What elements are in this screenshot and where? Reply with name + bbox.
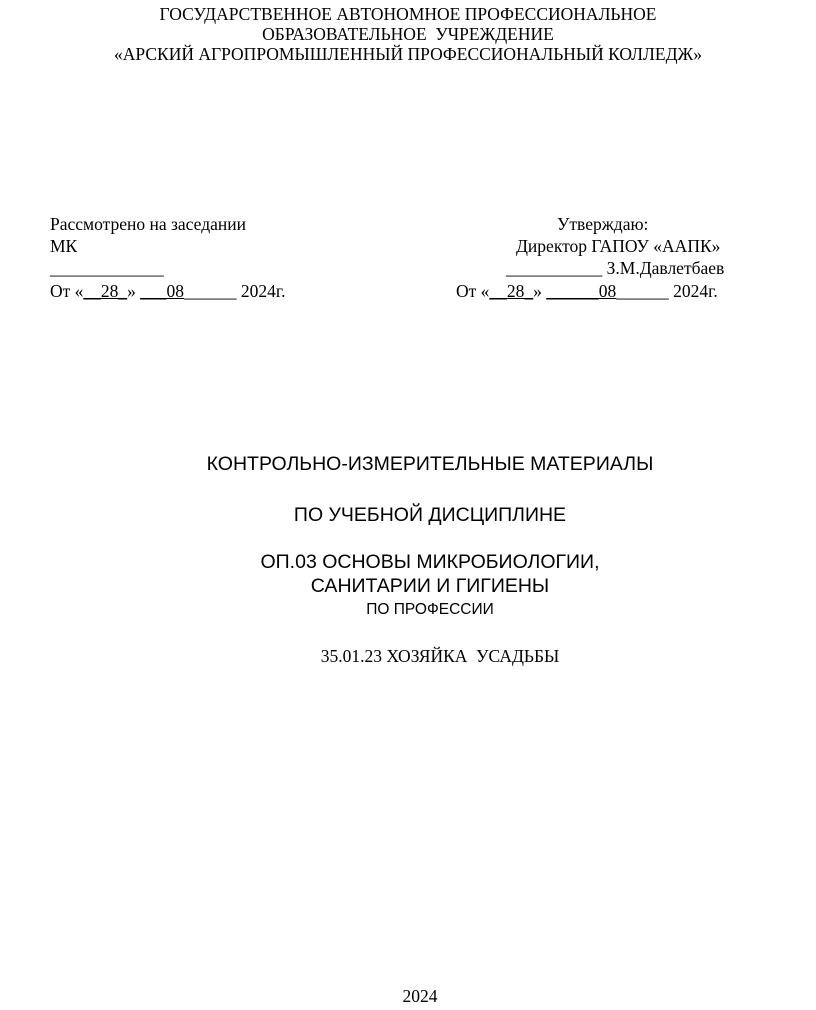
discipline-line-2: САНИТАРИИ И ГИГИЕНЫ [310,575,550,597]
date-month-trailing: ______ [184,281,237,301]
director-name: З.М.Давлетбаев [602,258,725,278]
signature-blank: ___________ [506,258,603,278]
date-prefix: От « [456,281,490,301]
date-month-trailing: ______ [616,281,669,301]
approve-position: Директор ГАПОУ «ААПК» [516,236,721,256]
date-separator: » [533,281,547,301]
reviewed-committee: МК [50,236,78,256]
date-prefix: От « [50,281,84,301]
document-subtitle: ПО УЧЕБНОЙ ДИСЦИПЛИНЕ [293,504,567,526]
profession-label: ПО ПРОФЕССИИ [366,601,494,618]
profession-name: 35.01.23 ХОЗЯЙКА УСАДЬБЫ [320,646,560,666]
date-month: 08 [598,281,617,301]
date-month-blank: ___ [140,281,167,301]
date-year: 2024г. [668,281,718,301]
date-day: __28_ [83,281,128,301]
date-separator: » [127,281,141,301]
date-month-blank: ______ [546,281,599,301]
reviewed-signature-line: _____________ [50,258,164,278]
reviewed-label: Рассмотрено на заседании [50,214,246,234]
reviewed-date [50,281,286,301]
date-day: __28_ [489,281,534,301]
discipline-line-1: ОП.03 ОСНОВЫ МИКРОБИОЛОГИИ, [260,551,600,573]
document-title: КОНТРОЛЬНО-ИЗМЕРИТЕЛЬНЫЕ МАТЕРИАЛЫ [206,453,654,475]
approve-label: Утверждаю: [557,214,649,234]
date-year: 2024г. [236,281,286,301]
institution-header-line-1: ГОСУДАРСТВЕННОЕ АВТОНОМНОЕ ПРОФЕССИОНАЛЬНОЕ [159,4,657,24]
approve-date [456,281,718,301]
institution-header-line-3: «АРСКИЙ АГРОПРОМЫШЛЕННЫЙ ПРОФЕССИОНАЛЬНЫЙ КОЛЛЕДЖ» [114,44,702,64]
approve-signature [506,258,724,278]
document-year: 2024 [402,986,438,1006]
date-month: 08 [166,281,185,301]
institution-header-line-2: ОБРАЗОВАТЕЛЬНОЕ УЧРЕЖДЕНИЕ [262,24,554,44]
